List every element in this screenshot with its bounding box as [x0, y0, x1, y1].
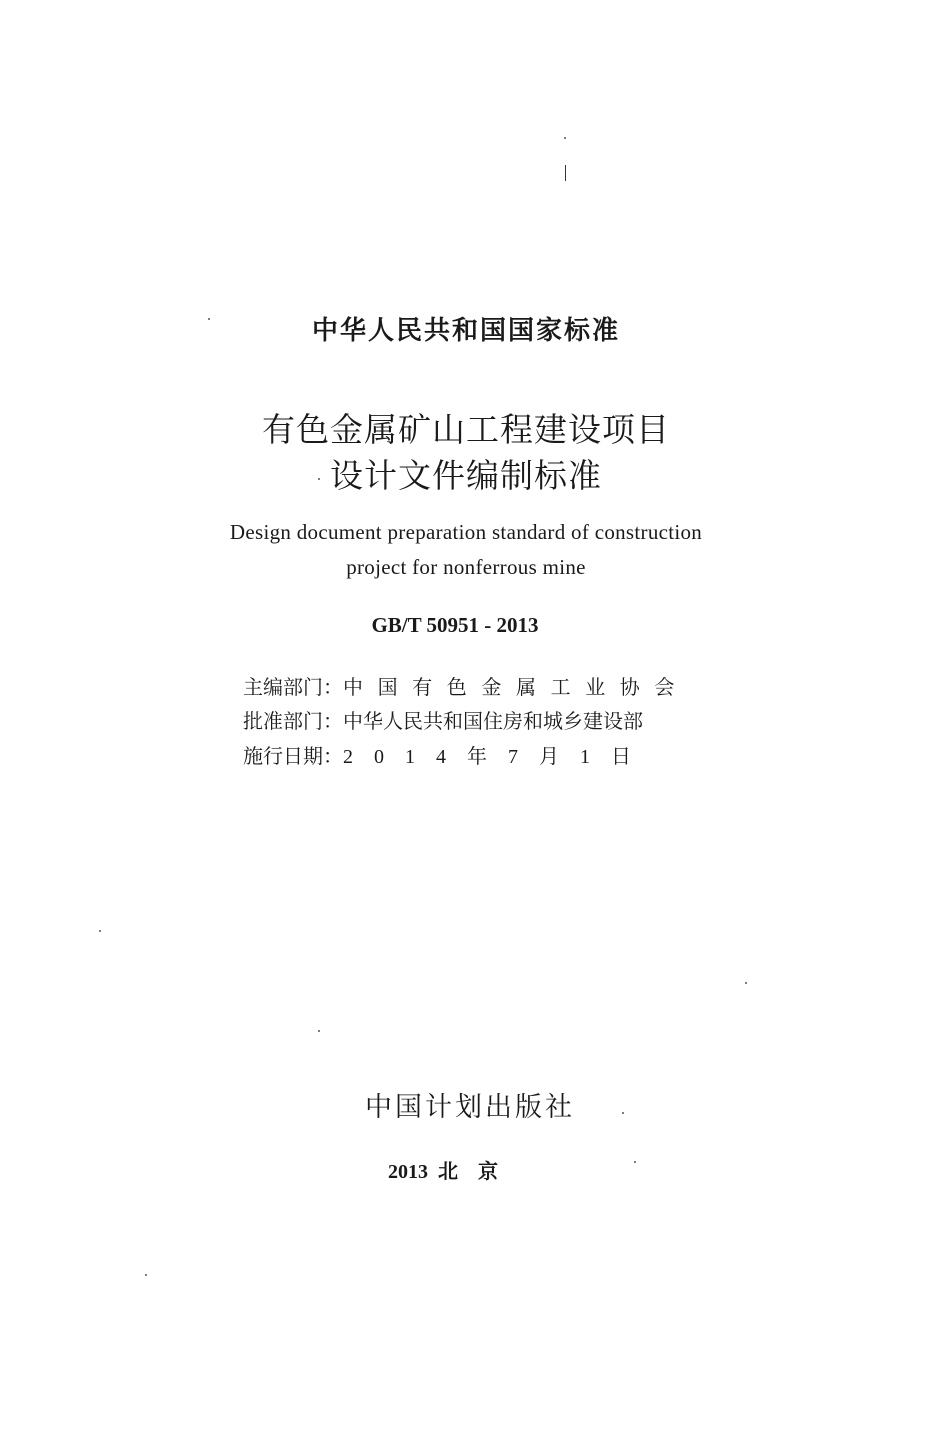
publisher-name: 中国计划出版社	[365, 1092, 575, 1123]
scan-speck	[564, 137, 566, 139]
effective-date-value: 2 0 1 4 年 7 月 1 日	[343, 745, 631, 768]
national-standard-heading: 中华人民共和国国家标准	[311, 316, 620, 346]
scan-speck	[318, 1030, 320, 1032]
scan-speck	[745, 982, 747, 984]
title-english-line-2: project for nonferrous mine	[346, 555, 586, 579]
title-chinese-line-2: 设计文件编制标准	[330, 456, 602, 495]
effective-date-label: 施行日期：	[243, 743, 343, 768]
effective-date-row	[243, 739, 631, 769]
scan-mark	[565, 165, 566, 181]
scan-speck	[634, 1161, 636, 1163]
editor-value: 中国有色金属工业协会	[343, 674, 689, 699]
publication-year-place: 2013 北 京	[388, 1161, 498, 1183]
approver-row	[243, 704, 643, 734]
standard-code: GB/T 50951 - 2013	[371, 613, 539, 637]
title-english-line-1: Design document preparation standard of construction	[229, 520, 703, 544]
approver-value: 中华人民共和国住房和城乡建设部	[343, 708, 643, 733]
approver-label: 批准部门：	[243, 708, 343, 733]
scan-speck	[99, 930, 101, 932]
editor-label: 主编部门：	[243, 674, 343, 699]
title-chinese-line-1: 有色金属矿山工程建设项目	[262, 410, 670, 449]
editor-row	[243, 670, 689, 700]
scan-speck	[145, 1274, 147, 1276]
